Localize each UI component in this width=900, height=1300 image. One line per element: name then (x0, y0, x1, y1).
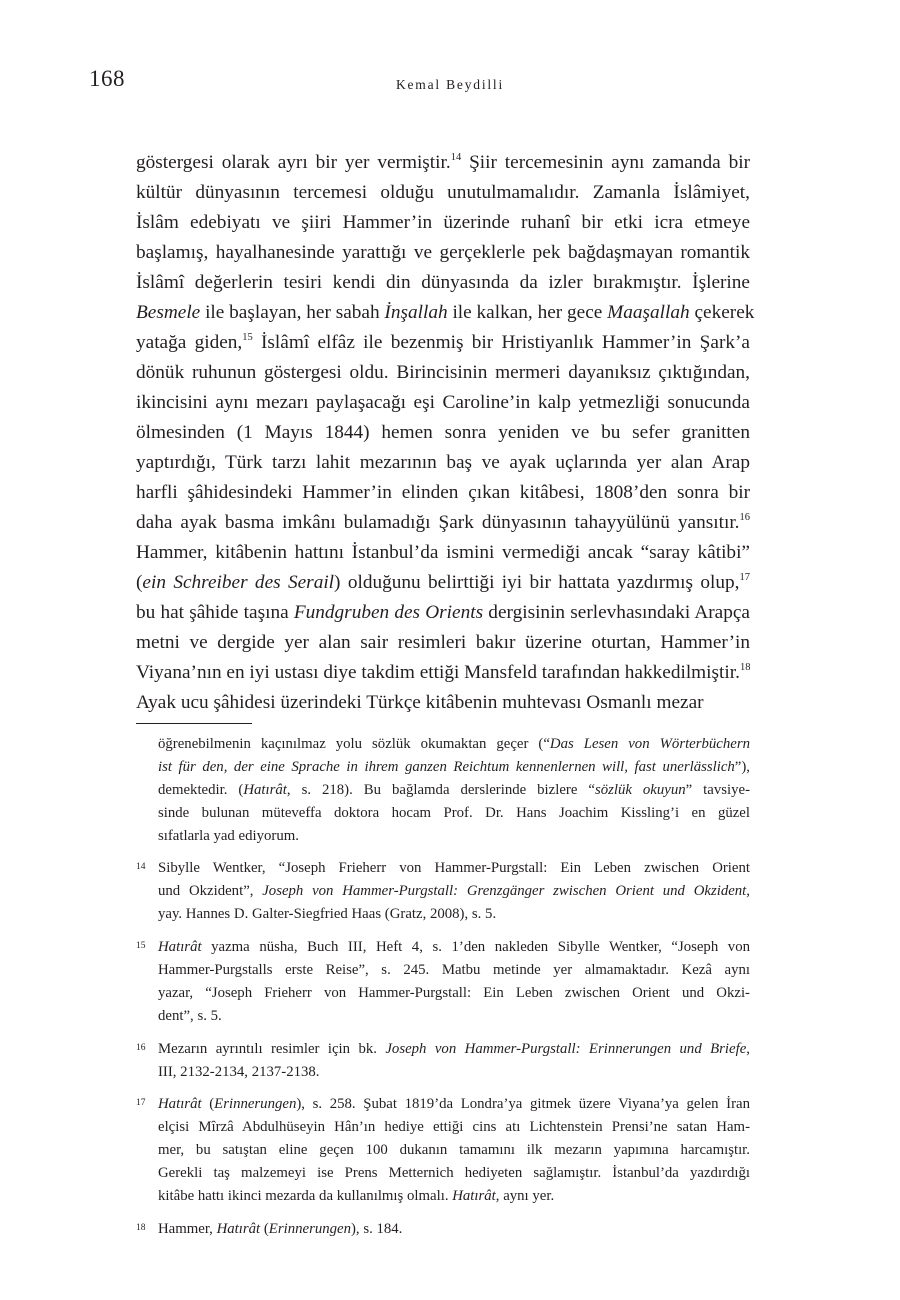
page-number: 168 (89, 66, 125, 91)
text-run: mer, bu satıştan eline geçen 100 dukanın tamamını ilk mezarın yapımına harcamıştır. (158, 1142, 750, 1159)
text-run: Şiir tercemesinin aynı zamanda bir (461, 152, 750, 173)
body-text (136, 148, 755, 718)
text-run: III, 2132-2134, 2137-2138. (158, 1063, 320, 1080)
footnote-line (158, 903, 750, 926)
text-run: kitâbe hattı ikinci mezarda da kullanılmış olmalı. (158, 1188, 453, 1205)
body-line (136, 598, 750, 628)
text-run: ), s. 258. Şubat 1819’da Londra’ya gitmek üzere Viyana’ya gelen İran (296, 1096, 750, 1113)
text-run: ( (136, 572, 143, 593)
body-line (136, 178, 750, 208)
footnote (136, 1038, 750, 1084)
body-line (136, 388, 750, 418)
body-line (136, 628, 750, 658)
italic-text: Hatırât (243, 781, 287, 798)
text-run: dönük ruhunun göstergesi oldu. Birincisinin mermeri dayanıksız çıktığından, (136, 362, 750, 383)
italic-text: Erinnerungen (214, 1096, 297, 1113)
footnote-number: 15 (136, 941, 146, 952)
footnote-line (158, 936, 750, 959)
footnote-number: 16 (136, 1042, 146, 1053)
footnote-line (158, 733, 750, 756)
italic-text: Hatırât (158, 939, 202, 956)
footnote-line (158, 880, 750, 903)
footnote-reference: 15 (242, 332, 253, 343)
footnote-number: 18 (136, 1222, 146, 1233)
footnote-line (158, 857, 750, 880)
text-run: yazar, “Joseph Frieherr von Hammer-Purgstall: Ein Leben zwischen Orient und Okzi- (158, 984, 750, 1001)
text-run: göstergesi olarak ayrı bir yer vermiştir. (136, 152, 451, 173)
footnote (136, 1218, 750, 1241)
footnote-reference: 14 (450, 152, 462, 163)
text-run: ile başlayan, her sabah (200, 302, 385, 323)
text-run: und Okzident”, (158, 883, 263, 900)
italic-text: sözlük okuyun (594, 781, 686, 798)
footnote-number: 14 (136, 862, 146, 873)
text-run: , aynı yer. (495, 1188, 555, 1205)
footnote-line (158, 1218, 750, 1241)
body-line (136, 448, 750, 478)
text-run: Sibylle Wentker, “Joseph Frieherr von Hammer-Purgstall: Ein Leben zwischen Orient (158, 860, 750, 877)
text-run: Hammer-Purgstalls erste Reise”, s. 245. Matbu metinde yer almamaktadır. Kezâ aynı (158, 962, 750, 979)
footnote (136, 1093, 750, 1207)
text-run: başlamış, hayalhanesinde yarattığı ve gerçeklerle pek bağdaşmayan romantik (136, 242, 750, 263)
footnote-line (158, 959, 750, 982)
italic-text: Hatırât (216, 1220, 261, 1237)
body-line (136, 658, 750, 688)
footnote-divider (136, 723, 252, 724)
text-run: ) olduğunu belirttiği iyi bir hattata yazdırmış olup, (334, 572, 740, 593)
text-run: Ayak ucu şâhidesi üzerindeki Türkçe kitâbenin muhtevası Osmanlı mezar (136, 692, 704, 713)
text-run: elçisi Mîrzâ Abdulhüseyin Hân’ın hediye ettiği cins atı Lichtenstein Prensi’ne satan Ham- (158, 1119, 750, 1136)
italic-text: Hatırât (158, 1096, 202, 1113)
italic-text: Joseph von Hammer-Purgstall: Erinnerungen und Briefe (385, 1040, 747, 1057)
text-run: çekerek (689, 302, 755, 323)
footnote (136, 857, 750, 926)
text-run: ), s. 184. (351, 1220, 403, 1237)
footnote-line (158, 1139, 750, 1162)
body-line (136, 508, 750, 538)
footnote-line (158, 1093, 750, 1116)
text-run: İslâmî elfâz ile bezenmiş bir Hristiyanlık Hammer’in Şark’a (252, 332, 750, 353)
footnote-reference: 17 (739, 572, 750, 583)
text-run: ” tavsiye- (685, 781, 750, 798)
body-line (136, 358, 750, 388)
text-run: İslâm edebiyatı ve şiiri Hammer’in üzerinde ruhanî bir etki icra etmeye (136, 212, 750, 233)
body-line (136, 328, 750, 358)
body-line (136, 688, 750, 718)
footnote-line (158, 1116, 750, 1139)
text-run: yay. Hannes D. Galter-Siegfried Haas (Gratz, 2008), s. 5. (158, 906, 497, 923)
text-run: metni ve dergide yer alan sair resimleri bakır üzerine oturtan, Hammer’in (136, 632, 750, 653)
footnote-line (158, 982, 750, 1005)
text-run: İslâmî değerlerin tesiri kendi din dünyasında da izler bırakmıştır. İşlerine (136, 272, 750, 293)
italic-text: Das Lesen von Wörterbüchern (549, 736, 750, 752)
text-run: Gerekli taş malzemeyi ise Prens Metternich hediyeten sağlamıştır. İstanbul’da yazdırdığı (158, 1165, 750, 1182)
text-run: ( (201, 1096, 215, 1113)
footnote-line (158, 1162, 750, 1185)
italic-text: Hatırât (452, 1188, 496, 1205)
text-run: öğrenebilmenin kaçınılmaz yolu sözlük okumaktan geçer (“ (158, 736, 550, 752)
text-run: yaptırdığı, Türk tarzı lahit mezarının baş ve ayak uçlarında yer alan Arap (136, 452, 750, 473)
body-line (136, 568, 750, 598)
text-run: ( (260, 1220, 269, 1237)
text-run: ikincisini aynı mezarı paylaşacağı eşi Caroline’in kalp yetmezliği sonucunda (136, 392, 750, 413)
text-run: demektedir. ( (158, 781, 244, 798)
italic-text: Fundgruben des Orients (293, 602, 484, 623)
footnote-line (158, 802, 750, 825)
text-run: dergisinin serlevhasındaki Arapça (483, 602, 750, 623)
italic-text: Maaşallah (607, 302, 690, 323)
text-run: bu hat şâhide taşına (136, 602, 294, 623)
text-run: Hammer, (158, 1220, 217, 1237)
footnotes (136, 733, 750, 1251)
footnote-line (158, 1005, 750, 1028)
text-run: yatağa giden, (136, 332, 243, 353)
text-run: , s. 218). Bu bağlamda derslerinde bizlere “ (286, 781, 595, 798)
footnote-line (158, 1038, 750, 1061)
footnote-reference: 16 (739, 512, 750, 523)
footnote-line (158, 1061, 750, 1084)
footnote (136, 936, 750, 1028)
footnote-reference: 18 (739, 662, 751, 673)
body-line (136, 418, 750, 448)
text-run: sinde bulunan müteveffa doktora hocam Prof. Dr. Hans Joachim Kissling’i en güzel (158, 804, 750, 821)
footnote-number: 17 (136, 1098, 146, 1109)
body-line (136, 298, 755, 328)
italic-text: Besmele (136, 302, 201, 323)
body-line (136, 238, 750, 268)
italic-text: İnşallah (384, 302, 448, 323)
text-run: Viyana’nın en iyi ustası diye takdim ettiği Mansfeld tarafından hakkedilmiştir. (136, 662, 740, 683)
text-run: dent”, s. 5. (158, 1007, 222, 1024)
text-run: harfli şâhidesindeki Hammer’in elinden çıkan kitâbesi, 1808’den sonra bir (136, 482, 750, 503)
footnote-line (158, 779, 750, 802)
body-line (136, 208, 750, 238)
italic-text: ein Schreiber des Serail (142, 572, 335, 593)
text-run: , (746, 1040, 750, 1057)
text-run: Hammer, kitâbenin hattını İstanbul’da ismini vermediği ancak “saray kâtibi” (136, 542, 750, 563)
footnote-line (158, 756, 750, 779)
body-line (136, 268, 750, 298)
text-run: ölmesinden (1 Mayıs 1844) hemen sonra yeniden ve bu sefer granitten (136, 422, 750, 443)
text-run: ile kalkan, her gece (447, 302, 608, 323)
body-line (136, 478, 750, 508)
text-run: sıfatlarla yad ediyorum. (158, 827, 299, 844)
body-line (136, 538, 750, 568)
italic-text: Erinnerungen (268, 1220, 351, 1237)
text-run: Mezarın ayrıntılı resimler için bk. (158, 1040, 386, 1057)
footnote (136, 733, 750, 847)
text-run: daha ayak basma imkânı bulamadığı Şark dünyasının tahayyülünü yansıtır. (136, 512, 740, 533)
body-line (136, 148, 750, 178)
text-run: kültür dünyasının tercemesi olduğu unutulmamalıdır. Zamanla İslâmiyet, (136, 182, 750, 203)
footnote-line (158, 1185, 750, 1208)
running-head: Kemal Beydilli (395, 77, 505, 92)
italic-text: ist für den, der eine Sprache in ihrem ganzen Reichtum kennenlernen will, fast unerlässlich (158, 758, 735, 775)
text-run: ”), (734, 758, 750, 775)
footnote-line (158, 825, 750, 848)
italic-text: Joseph von Hammer-Purgstall: Grenzgänger zwischen Orient und Okzident, (262, 883, 750, 900)
text-run: yazma nüsha, Buch III, Heft 4, s. 1’den nakleden Sibylle Wentker, “Joseph von (201, 939, 750, 956)
